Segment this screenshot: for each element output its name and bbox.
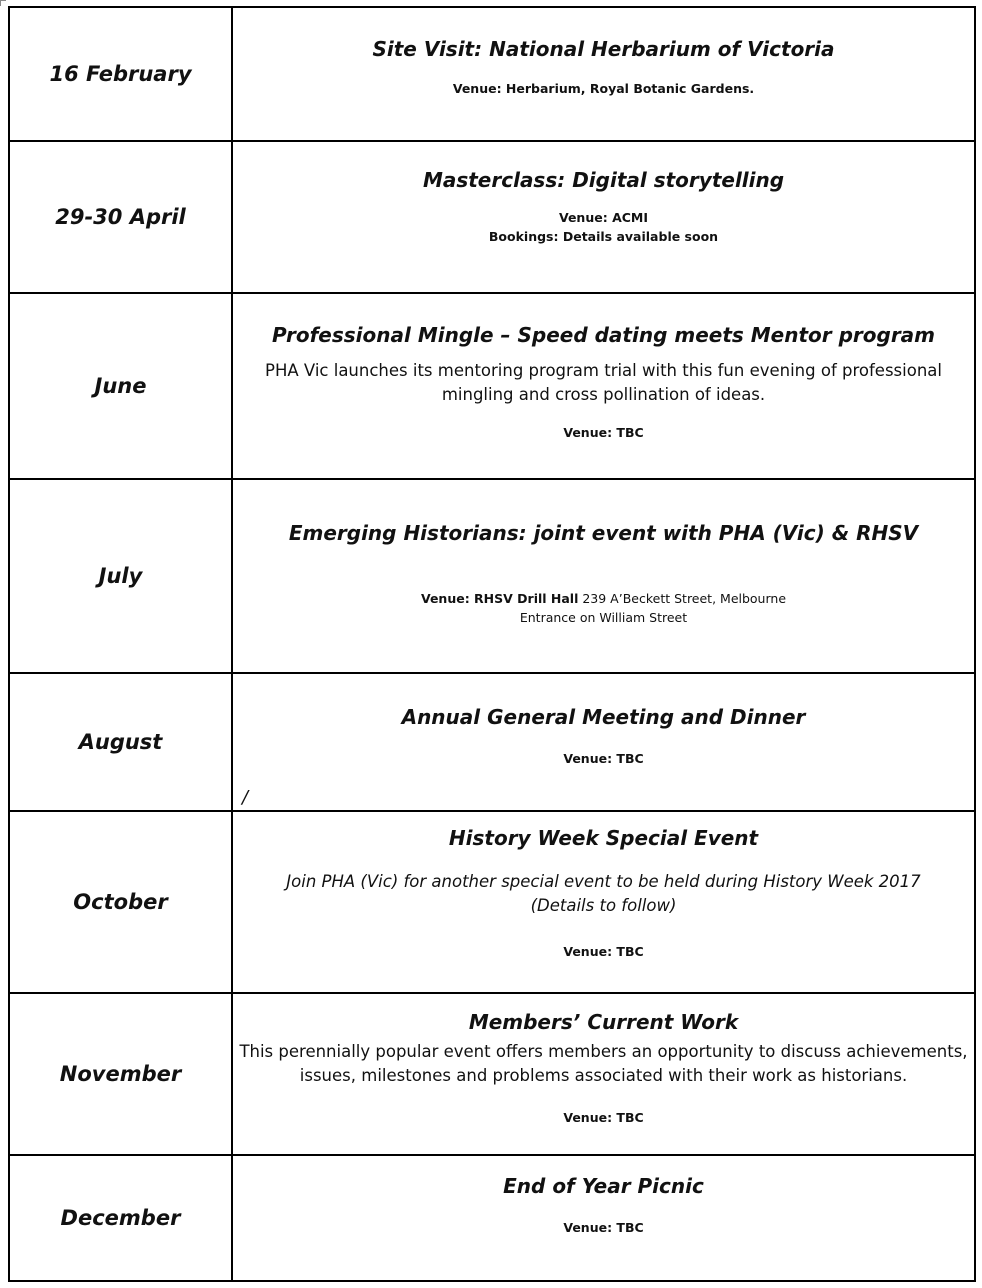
event-cell	[232, 141, 975, 293]
events-table	[8, 6, 976, 1282]
event-date: December	[9, 1155, 232, 1281]
event-venue: Venue: TBC	[563, 1219, 644, 1235]
event-venue: Venue: TBC	[563, 424, 644, 440]
table-row	[9, 7, 975, 141]
event-cell	[232, 293, 975, 479]
event-title: Emerging Historians: joint event with PHA (Vic) & RHSV	[288, 521, 919, 545]
event-venue	[233, 589, 974, 608]
event-cell	[232, 993, 975, 1155]
event-cell	[232, 7, 975, 141]
event-cell	[232, 1155, 975, 1281]
event-title: Annual General Meeting and Dinner	[401, 704, 806, 729]
event-title: History Week Special Event	[448, 825, 759, 850]
stray-mark: /	[242, 787, 249, 808]
event-date: August	[9, 673, 232, 811]
event-title: Site Visit: National Herbarium of Victoria	[372, 36, 835, 61]
table-row	[9, 673, 975, 811]
event-venue: Venue: Herbarium, Royal Botanic Gardens.	[452, 80, 755, 96]
event-title: End of Year Picnic	[503, 1173, 704, 1198]
table-row	[9, 293, 975, 479]
event-venue: Venue: TBC	[563, 943, 644, 959]
event-date: July	[9, 479, 232, 673]
table-row	[9, 993, 975, 1155]
event-venue: Venue: ACMI	[558, 210, 649, 225]
event-date: November	[9, 993, 232, 1155]
event-date: 16 February	[9, 7, 232, 141]
event-venue-label: Venue: RHSV Drill Hall	[420, 591, 579, 606]
table-row	[9, 811, 975, 993]
event-date: 29-30 April	[9, 141, 232, 293]
event-venue-entrance: Entrance on William Street	[519, 610, 688, 625]
event-date: June	[9, 293, 232, 479]
event-description-line: issues, milestones and problems associated with their work as historians.	[299, 1065, 908, 1085]
event-venue-address: 239 A’Beckett Street, Melbourne	[578, 591, 787, 606]
event-cell	[232, 479, 975, 673]
event-title: Members’ Current Work	[468, 1009, 739, 1034]
table-row	[9, 479, 975, 673]
table-row	[9, 1155, 975, 1281]
event-description-line: PHA Vic launches its mentoring program trial with this fun evening of professional	[265, 360, 942, 380]
table-row	[9, 141, 975, 293]
corner-mark	[0, 0, 6, 6]
event-title: Masterclass: Digital storytelling	[422, 168, 785, 192]
event-title: Professional Mingle – Speed dating meets Mentor program	[271, 322, 936, 347]
event-description-line: Join PHA (Vic) for another special event to be held during History Week 2017	[286, 871, 921, 891]
event-cell	[232, 811, 975, 993]
event-bookings: Bookings: Details available soon	[488, 229, 719, 244]
event-cell	[232, 673, 975, 811]
event-description-line: (Details to follow)	[530, 895, 677, 915]
event-description-line: This perennially popular event offers members an opportunity to discuss achievements,	[239, 1041, 968, 1061]
event-description-line: mingling and cross pollination of ideas.	[441, 384, 766, 404]
event-date: October	[9, 811, 232, 993]
event-venue: Venue: TBC	[563, 1109, 644, 1125]
event-venue: Venue: TBC	[563, 750, 644, 766]
